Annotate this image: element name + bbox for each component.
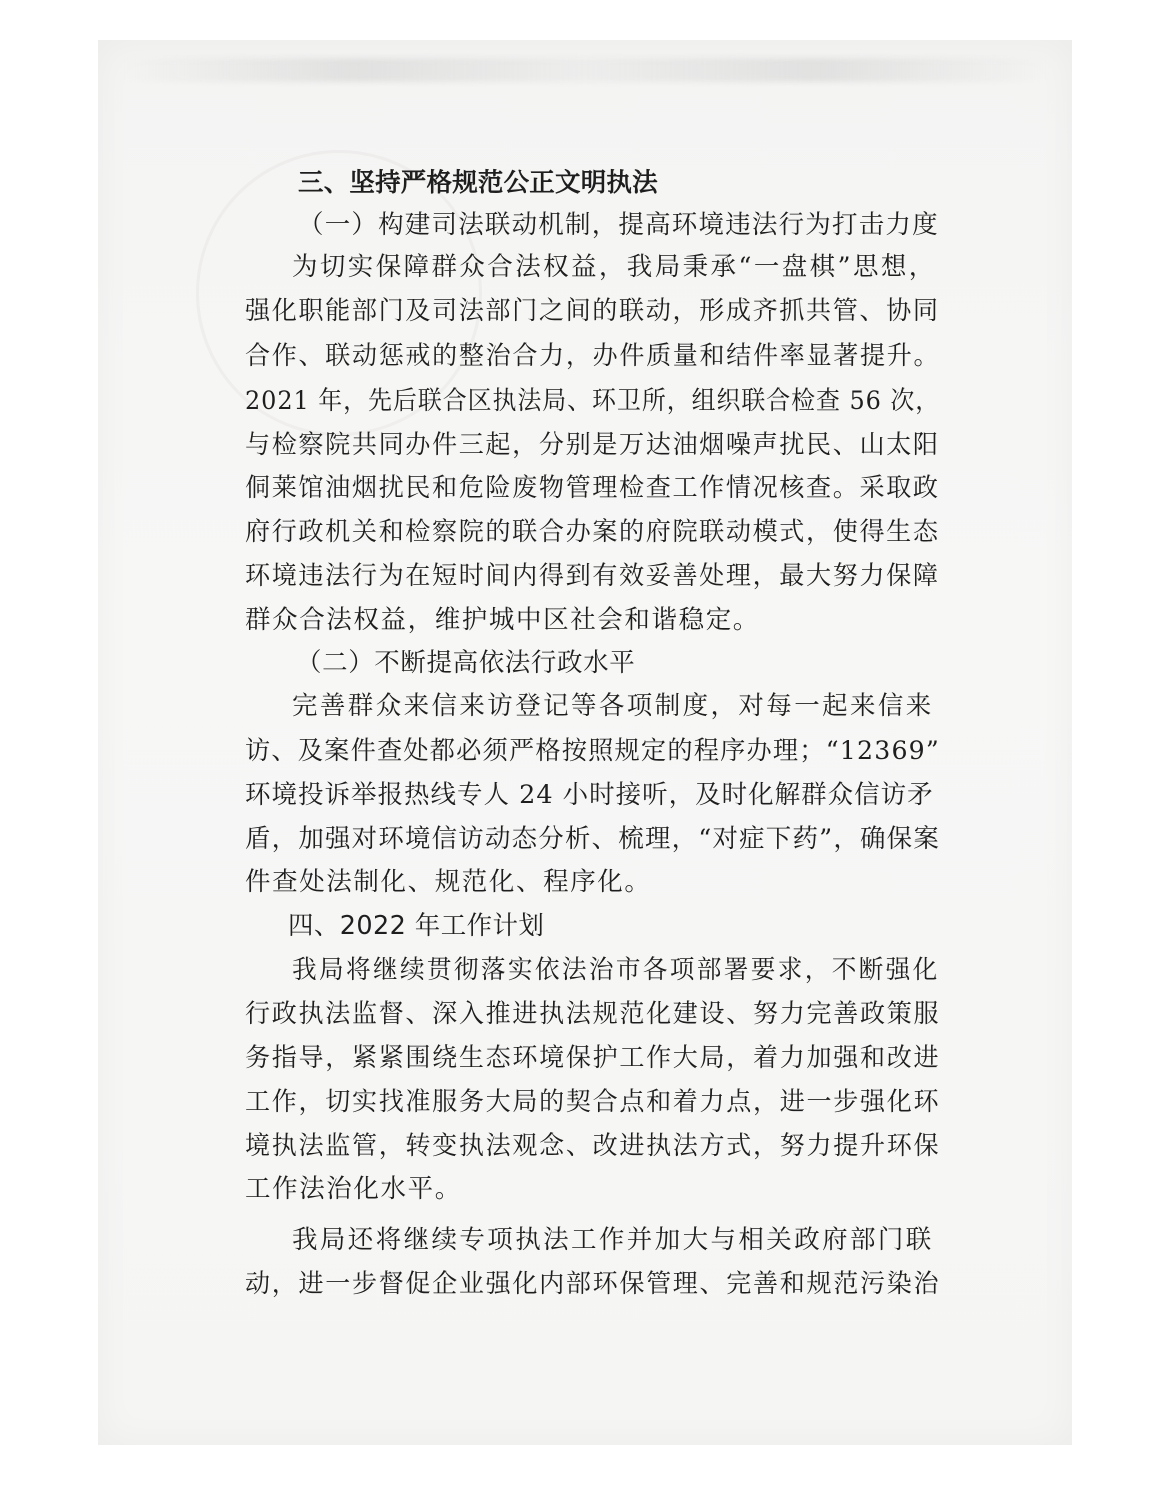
paragraph-line: 境执法监管，转变执法观念、改进执法方式，努力提升环保 [245,1131,941,1161]
paragraph-line: 侗莱馆油烟扰民和危险废物管理检查工作情况核查。采取政 [245,473,940,503]
section-heading-4: 四、2022 年工作计划 [288,911,545,941]
paragraph-line: 工作，切实找准服务大局的契合点和着力点，进一步强化环 [245,1087,941,1117]
paragraph-line: 完善群众来信来访登记等各项制度，对每一起来信来 [292,691,934,721]
subsection-heading-3-2: （二）不断提高依法行政水平 [296,648,636,678]
paragraph-line: 合作、联动惩戒的整治合力，办件质量和结件率显著提升。 [245,341,941,371]
paragraph-line: 与检察院共同办件三起，分别是万达油烟噪声扰民、山太阳 [245,430,940,460]
paragraph-line: 为切实保障群众合法权益，我局秉承“一盘棋”思想， [292,252,937,282]
paragraph-line: 强化职能部门及司法部门之间的联动，形成齐抓共管、协同 [245,296,940,326]
paragraph-line: 府行政机关和检察院的联合办案的府院联动模式，使得生态 [245,517,940,547]
paragraph-line: 我局将继续贯彻落实依法治市各项部署要求，不断强化 [292,955,940,985]
paragraph-line: 我局还将继续专项执法工作并加大与相关政府部门联 [292,1225,934,1255]
subsection-heading-3-1: （一）构建司法联动机制，提高环境违法行为打击力度 [298,210,939,240]
paragraph-line: 工作法治化水平。 [245,1174,462,1204]
paragraph-line: 务指导，紧紧围绕生态环境保护工作大局，着力加强和改进 [245,1043,941,1073]
paragraph-line: 群众合法权益，维护城中区社会和谐稳定。 [245,605,760,635]
paragraph-line: 环境违法行为在短时间内得到有效妥善处理，最大努力保障 [245,561,940,591]
paragraph-line: 动，进一步督促企业强化内部环保管理、完善和规范污染治 [245,1269,941,1299]
paragraph-line: 2021 年，先后联合区执法局、环卫所，组织联合检查 56 次， [245,386,941,416]
paragraph-line: 环境投诉举报热线专人 24 小时接听，及时化解群众信访矛 [245,780,934,810]
paragraph-line: 盾，加强对环境信访动态分析、梳理，“对症下药”，确保案 [245,824,941,854]
section-heading-3: 三、坚持严格规范公正文明执法 [298,168,658,198]
paragraph-line: 访、及案件查处都必须严格按照规定的程序办理；“12369” [245,736,940,766]
paragraph-line: 件查处法制化、规范化、程序化。 [245,867,652,897]
paragraph-line: 行政执法监督、深入推进执法规范化建设、努力完善政策服 [245,999,941,1029]
